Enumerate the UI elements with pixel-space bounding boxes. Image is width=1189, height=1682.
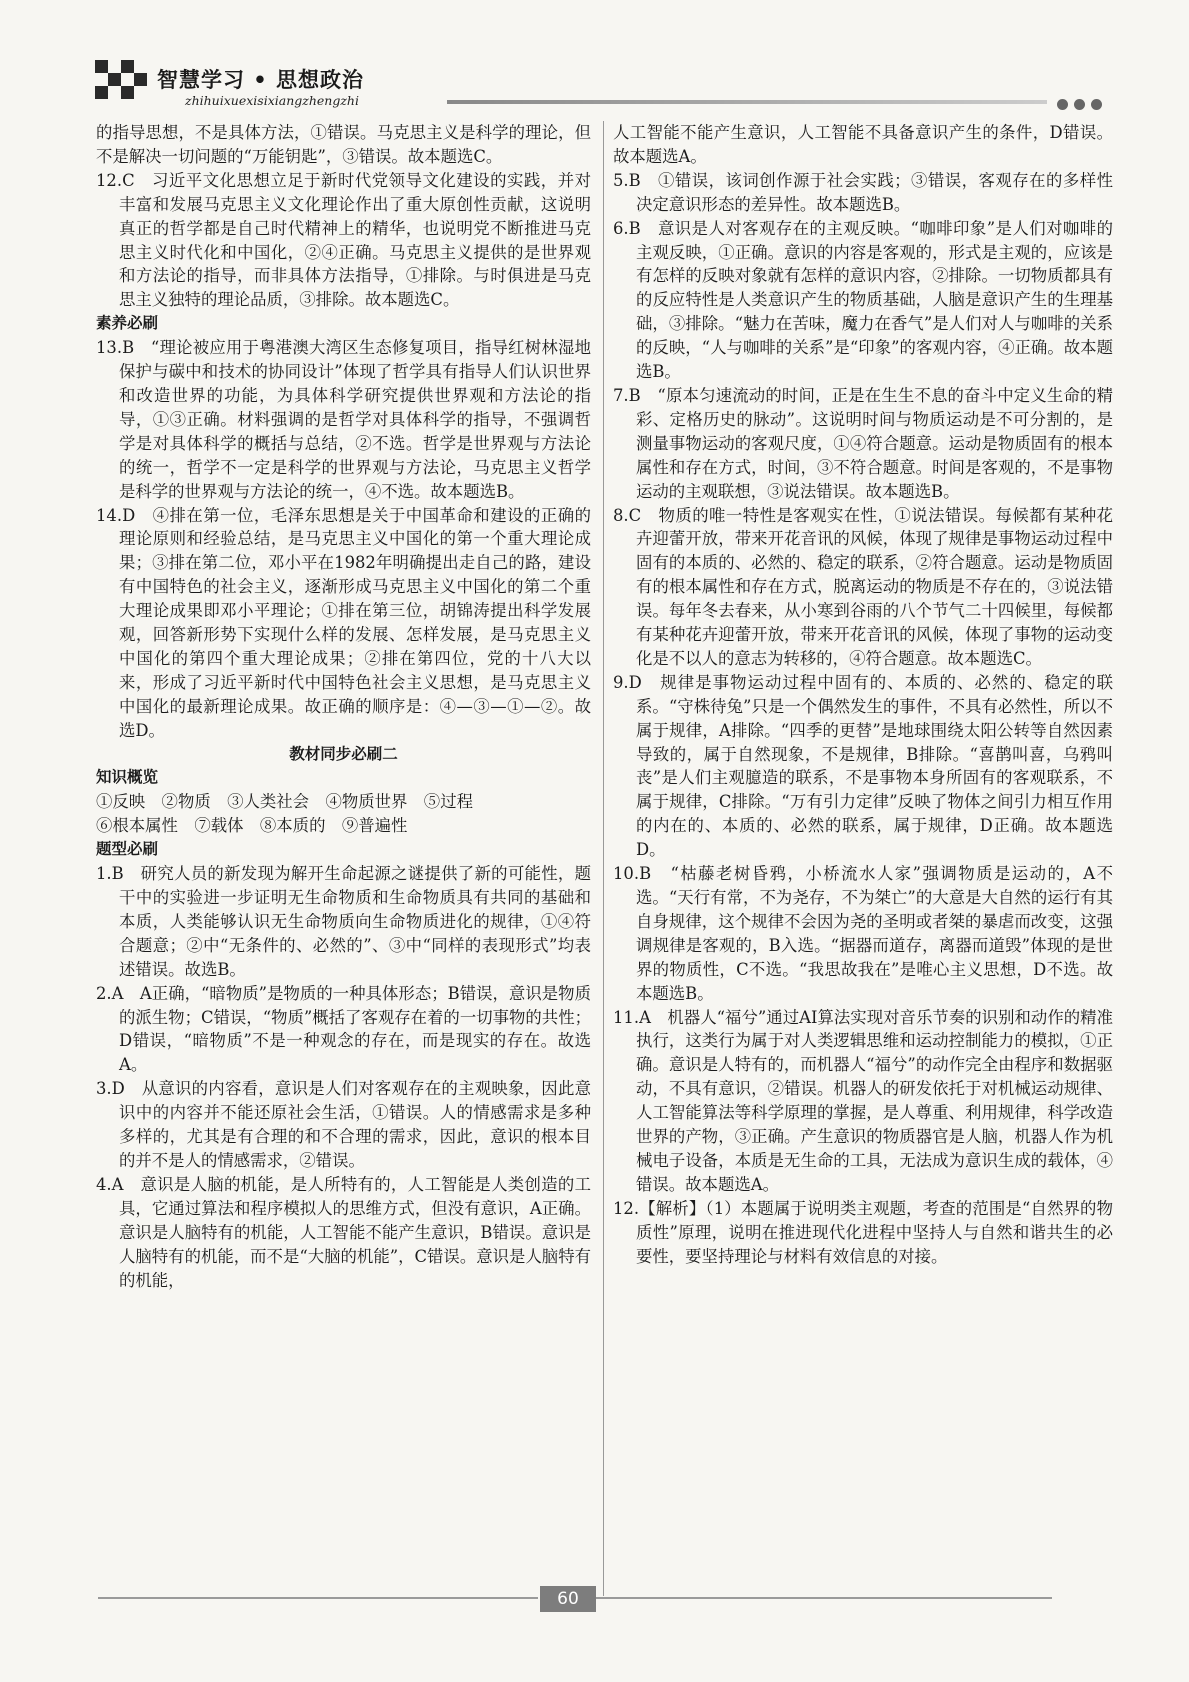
answer-item: 6.B 意识是人对客观存在的主观反映。“咖啡印象”是人们对咖啡的主观反映，①正确。意识的内容是客观的，形式是主观的，应该是有怎样的反映对象就有怎样的意识内容，②排除。一切物质都具有的反应特性是人类意识产生的物质基础，人脑是意识产生的生理基础，③排除。“魅力在苦味，魔力在香气”是人们对人与咖啡的关系的反映，“人与咖啡的关系”是“印象”的客观内容，④正确。故本题选B。 (613, 218, 1113, 382)
page-header (95, 60, 1115, 116)
header-dots-icon (1057, 95, 1108, 114)
column-divider (603, 121, 604, 1596)
header-rule (447, 100, 1047, 104)
logo-squares-icon (95, 60, 155, 104)
section-heading: 题型必刷 (96, 840, 159, 859)
footer-rule-left (98, 1597, 538, 1599)
answer-item: 4.A 意识是人脑的机能，是人所特有的，人工智能是人类创造的工具，它通过算法和程序模拟人的思维方式，但没有意识，A正确。意识是人脑特有的机能，人工智能不能产生意识，B错误。意识是人脑特有的机能，而不是“大脑的机能”，C错误。意识是人脑特有的机能， (96, 1174, 591, 1290)
answer-continuation: 的指导思想，不是具体方法，①错误。马克思主义是科学的理论，但不是解决一切问题的“万能钥匙”，③错误。故本题选C。 (96, 123, 591, 166)
answer-item: 13.B “理论被应用于粤港澳大湾区生态修复项目，指导红树林湿地保护与碳中和技术的协同设计”体现了哲学具有指导人们认识世界和改造世界的功能，为具体科学研究提供世界观和方法论的指导，①③正确。材料强调的是哲学对具体科学的指导，不强调哲学是对具体科学的概括与总结，②不选。哲学是世界观与方法论的统一，哲学不一定是科学的世界观与方法论，马克思主义哲学是科学的世界观与方法论的统一，④不选。故本题选B。 (96, 338, 591, 501)
footer-rule-right (596, 1597, 1052, 1599)
section-heading: 知识概览 (96, 768, 159, 787)
answer-item: 8.C 物质的唯一特性是客观实在性，①说法错误。每候都有某种花卉迎蕾开放，带来开花音讯的风候，体现了规律是事物运动过程中固有的本质的、必然的、稳定的联系，②符合题意。运动是物质固有的根本属性和存在方式，脱离运动的物质是不存在的，③说法错误。每年冬去春来，从小寒到谷雨的八个节气二十四候里，每候都有某种花卉迎蕾开放，带来开花音讯的风候，体现了事物的运动变化是不以人的意志为转移的，④符合题意。故本题选C。 (613, 505, 1113, 668)
section-heading: 素养必刷 (96, 314, 159, 333)
page-number: 60 (540, 1586, 596, 1612)
answer-item: 7.B “原本匀速流动的时间，正是在生生不息的奋斗中定义生命的精彩、定格历史的脉动”。这说明时间与物质运动是不可分割的，是测量事物运动的客观尺度，①④符合题意。运动是物质固有的根本属性和存在方式，时间，③不符合题意。时间是客观的，不是事物运动的主观联想，③说法错误。故本题选B。 (613, 385, 1113, 501)
answer-item: 5.B ①错误，该词创作源于社会实践；③错误，客观存在的多样性决定意识形态的差异性。故本题选B。 (613, 170, 1113, 214)
answer-item: 3.D 从意识的内容看，意识是人们对客观存在的主观映象，因此意识中的内容并不能还原社会生活，①错误。人的情感需求是多种多样的，尤其是有合理的和不合理的需求，因此，意识的根本目的并不是人的情感需求，②错误。 (96, 1079, 591, 1170)
overview-line: ①反映 ②物质 ③人类社会 ④物质世界 ⑤过程 (96, 792, 473, 812)
overview-line: ⑥根本属性 ⑦载体 ⑧本质的 ⑨普遍性 (96, 816, 408, 836)
answer-item: 14.D ④排在第一位，毛泽东思想是关于中国革命和建设的正确的理论原则和经验总结，是马克思主义中国化的第一个重大理论成果；③排在第二位，邓小平在1982年明确提出走自己的路，建设有中国特色的社会主义，逐渐形成马克思主义中国化的第二个重大理论成果即邓小平理论；①排在第三位，胡锦涛提出科学发展观，回答新形势下实现什么样的发展、怎样发展，是马克思主义中国化的第四个重大理论成果；②排在第四位，党的十八大以来，形成了习近平新时代中国特色社会主义思想，是马克思主义中国化的最新理论成果。故正确的顺序是：④—③—①—②。故选D。 (96, 505, 591, 740)
left-column (96, 121, 591, 1292)
answer-item: 10.B “枯藤老树昏鸦，小桥流水人家”强调物质是运动的，A不选。“天行有常，不为尧存，不为桀亡”的大意是大自然的运行有其自身规律，这个规律不会因为尧的圣明或者桀的暴虐而改变，这强调规律是客观的，B入选。“据器而道存，离器而道毁”体现的是世界的物质性，C不选。“我思故我在”是唯心主义思想，D不选。故本题选B。 (613, 864, 1113, 1003)
chapter-heading: 教材同步必刷二 (289, 744, 398, 763)
book-subtitle: zhihuixuexisixiangzhengzhi (185, 93, 359, 108)
answer-item: 2.A A正确，“暗物质”是物质的一种具体形态；B错误，意识是物质的派生物；C错误，“物质”概括了客观存在着的一切事物的共性；D错误，“暗物质”不是一种观念的存在，而是现实的存在。故选A。 (96, 983, 591, 1075)
book-title: 智慧学习 • 思想政治 (157, 68, 365, 92)
answer-item: 12.C 习近平文化思想立足于新时代党领导文化建设的实践，并对丰富和发展马克思主义文化理论作出了重大原创性贡献，这说明真正的哲学都是自己时代精神上的精华，也说明党不断推进马克思主义时代化和中国化，②④正确。马克思主义提供的是世界观和方法论的指导，而非具体方法指导，①排除。与时俱进是马克思主义独特的理论品质，③排除。故本题选C。 (96, 170, 591, 310)
answer-item: 1.B 研究人员的新发现为解开生命起源之谜提供了新的可能性，题干中的实验进一步证明无生命物质和生命物质具有共同的基础和本质，人类能够认识无生命物质向生命物质进化的规律，①④符合题意；②中“无条件的、必然的”、③中“同样的表现形式”均表述错误。故选B。 (96, 864, 591, 979)
answer-continuation: 人工智能不能产生意识，人工智能不具备意识产生的条件，D错误。故本题选A。 (613, 123, 1113, 166)
answer-item: 11.A 机器人“福兮”通过AI算法实现对音乐节奏的识别和动作的精准执行，这类行为属于对人类逻辑思维和运动控制能力的模拟，①正确。意识是人特有的，而机器人“福兮”的动作完全由程序和数据驱动，不具有意识，②错误。机器人的研发依托于对机械运动规律、人工智能算法等科学原理的掌握，是人尊重、利用规律，科学改造世界的产物，③正确。产生意识的物质器官是人脑，机器人作为机械电子设备，本质是无生命的工具，无法成为意识生成的载体，④错误。故本题选A。 (613, 1007, 1113, 1194)
right-column (613, 121, 1113, 1269)
answer-item: 12.【解析】（1）本题属于说明类主观题，考查的范围是“自然界的物质性”原理，说明在推进现代化进程中坚持人与自然和谐共生的必要性，要坚持理论与材料有效信息的对接。 (613, 1198, 1113, 1266)
answer-item: 9.D 规律是事物运动过程中固有的、本质的、必然的、稳定的联系。“守株待兔”只是一个偶然发生的事件，不具有必然性，所以不属于规律，A排除。“四季的更替”是地球围绕太阳公转等自然因素导致的，属于自然现象，不是规律，B排除。“喜鹊叫喜，乌鸦叫丧”是人们主观臆造的联系，不是事物本身所固有的客观联系，不属于规律，C排除。“万有引力定律”反映了物体之间引力相互作用的内在的、本质的、必然的联系，属于规律，D正确。故本题选D。 (613, 672, 1113, 860)
